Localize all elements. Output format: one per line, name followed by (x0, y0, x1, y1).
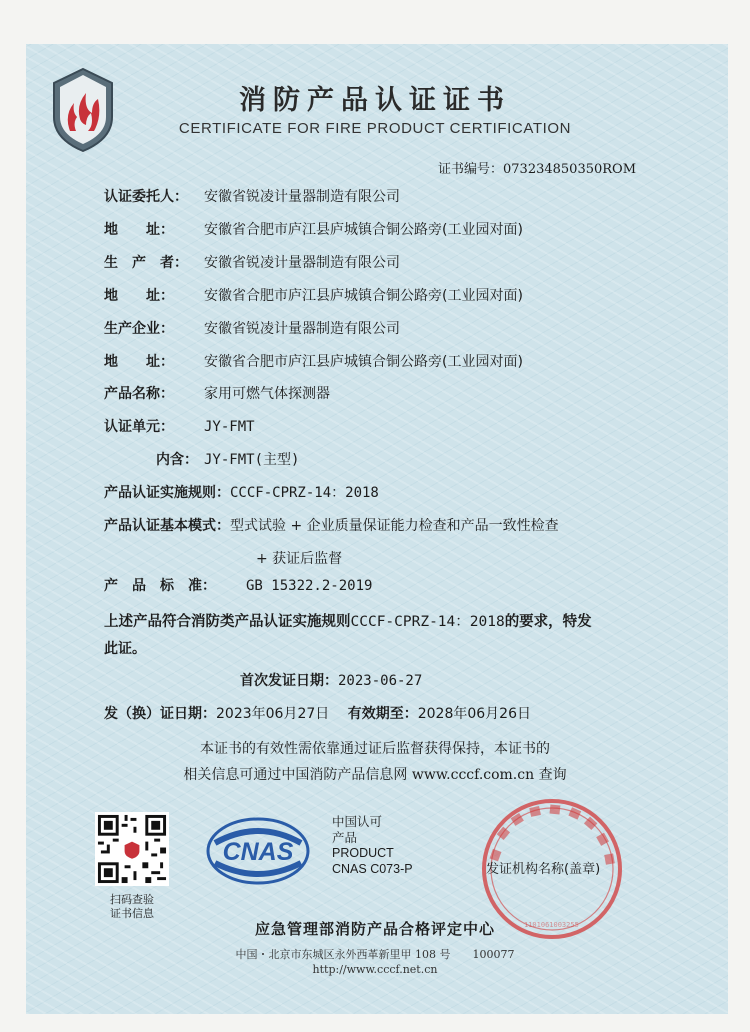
rule-row (104, 482, 379, 502)
issue-value: 2023年06月27日 (216, 706, 330, 722)
contains-label: 内含： (156, 452, 198, 468)
unit-value: JY-FMT (204, 419, 255, 435)
factory-address-value: 安徽省合肥市庐江县庐城镇合铜公路旁(工业园对面) (204, 354, 523, 370)
client-address-row (104, 219, 523, 239)
issue-label: 发（换）证日期： (104, 706, 216, 722)
svg-text:1101061003255: 1101061003255 (524, 921, 579, 929)
unit-row (104, 416, 255, 436)
cnas-line2: 产品 (332, 830, 358, 845)
factory-label: 生产企业： (104, 321, 174, 337)
cnas-line3: PRODUCT (332, 846, 394, 860)
qr-code[interactable] (95, 812, 169, 886)
factory-value: 安徽省锐凌计量器制造有限公司 (204, 321, 400, 337)
qr-caption-line2: 证书信息 (110, 907, 154, 920)
mode-value-line1: 型式试验 + 企业质量保证能力检查和产品一致性检查 (230, 518, 559, 534)
mode-label: 产品认证基本模式： (104, 518, 230, 534)
mode-row-2 (256, 548, 342, 568)
producer-row (104, 252, 400, 272)
client-value: 安徽省锐凌计量器制造有限公司 (204, 189, 400, 205)
organization-website[interactable]: http://www.cccf.net.cn (312, 963, 438, 976)
cnas-line4: CNAS C073-P (332, 861, 413, 876)
certificate-title: 消防产品认证证书 (239, 85, 511, 116)
certificate-number: 证书编号：073234850350ROM (438, 162, 637, 177)
cnas-logo-icon (205, 815, 311, 887)
factory-address-row (104, 351, 523, 371)
standard-value: GB 15322.2-2019 (246, 578, 373, 594)
product-label: 产品名称： (104, 386, 174, 402)
unit-label: 认证单元： (104, 419, 174, 435)
organization-address: 中国・北京市东城区永外西革新里甲 108 号 100077 (235, 948, 515, 961)
notice-line1: 本证书的有效性需依靠通过证后监督获得保持，本证书的 (200, 741, 550, 757)
validity-row (104, 703, 531, 723)
standard-label: 产 品 标 准： (104, 578, 216, 594)
mode-value-line2: + 获证后监督 (256, 551, 343, 567)
qr-caption-line1: 扫码查验 (110, 893, 154, 906)
statement-rule: CCCF-CPRZ-14：2018 (350, 614, 505, 630)
address-label: 地 址： (104, 354, 174, 370)
factory-row (104, 318, 400, 338)
first-issue-value: 2023-06-27 (338, 673, 423, 689)
contains-value: JY-FMT(主型) (204, 452, 300, 468)
producer-address-value: 安徽省合肥市庐江县庐城镇合铜公路旁(工业园对面) (204, 288, 523, 304)
statement-line1 (104, 610, 592, 631)
first-issue-row (240, 670, 422, 690)
cnas-accreditation (332, 815, 413, 877)
client-address-value: 安徽省合肥市庐江县庐城镇合铜公路旁(工业园对面) (204, 222, 523, 238)
issuing-body-label: 发证机构名称(盖章) (486, 862, 601, 877)
client-label: 认证委托人： (104, 189, 188, 205)
first-issue-label: 首次发证日期： (240, 673, 338, 689)
address-label: 地 址： (104, 222, 174, 238)
producer-address-row (104, 285, 523, 305)
cnas-line1: 中国认可 (332, 815, 383, 829)
standard-row (104, 575, 372, 595)
statement-text-c: 此证。 (104, 641, 146, 657)
producer-label: 生 产 者： (104, 255, 188, 271)
producer-value: 安徽省锐凌计量器制造有限公司 (204, 255, 400, 271)
issuing-organization: 应急管理部消防产品合格评定中心 (254, 920, 495, 938)
rule-label: 产品认证实施规则： (104, 485, 230, 501)
mode-row (104, 515, 559, 535)
statement-text-a: 上述产品符合消防类产品认证实施规则 (104, 614, 351, 630)
valid-value: 2028年06月26日 (417, 706, 531, 722)
notice-line2: 相关信息可通过中国消防产品信息网 www.cccf.com.cn 查询 (183, 767, 567, 783)
statement-line2 (104, 638, 146, 658)
address-label: 地 址： (104, 288, 174, 304)
client-row (104, 186, 400, 206)
cnas-logo-text: CNAS (222, 838, 294, 866)
rule-value: CCCF-CPRZ-14：2018 (230, 485, 379, 501)
product-value: 家用可燃气体探测器 (204, 386, 330, 402)
statement-text-b: 的要求，特发 (504, 614, 592, 630)
product-row (104, 383, 330, 403)
certificate-subtitle: CERTIFICATE FOR FIRE PRODUCT CERTIFICATION (178, 120, 572, 137)
contains-row (156, 449, 299, 469)
qr-caption (95, 893, 169, 921)
valid-label: 有效期至： (347, 706, 418, 722)
